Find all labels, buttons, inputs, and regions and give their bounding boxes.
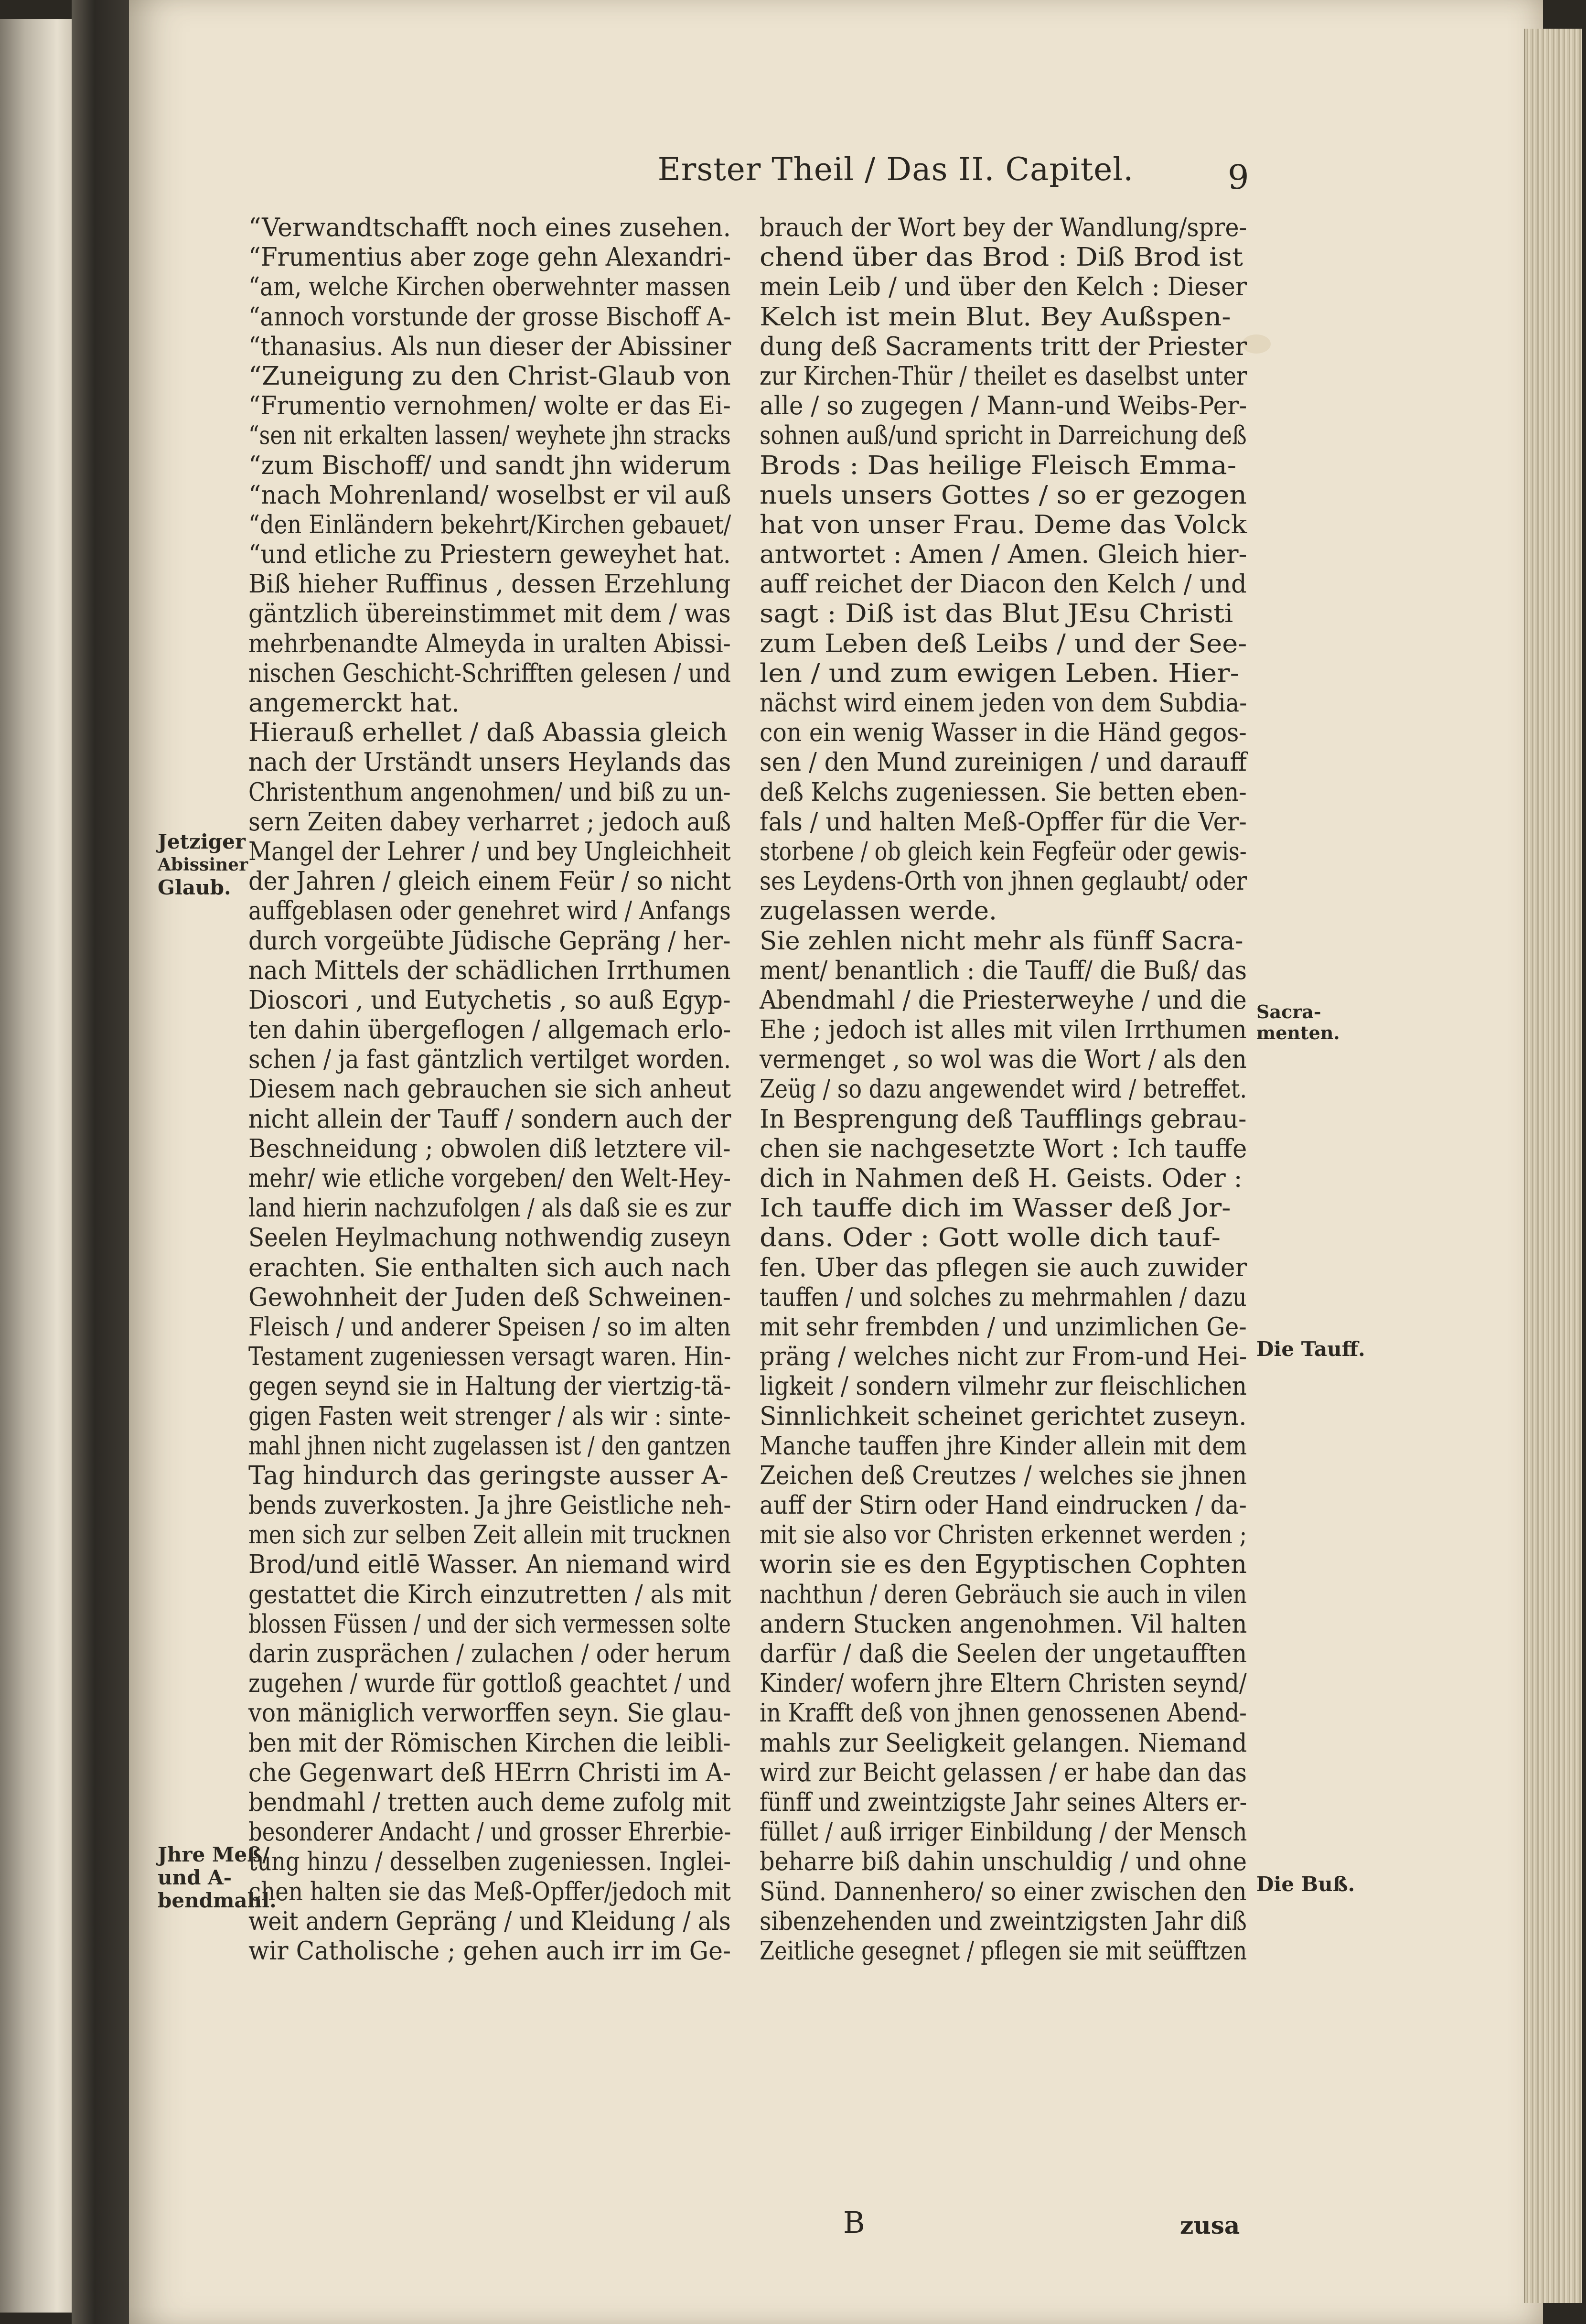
page-number: 9 [1228,158,1249,197]
marginal-line: Jhre Meß/ [158,1843,270,1866]
text-line: erachten. Sie enthalten sich auch nach [248,1253,731,1282]
text-line: tauffen / und solches zu mehrmahlen / dazu [760,1282,1247,1312]
text-line: nächst wird einem jeden von dem Subdia- [760,689,1247,718]
signature-mark: B [843,2205,865,2240]
text-line: schen / ja fast gäntzlich vertilget worden. [248,1045,731,1075]
text-line: dich in Nahmen deß H. Geists. Oder : [760,1164,1243,1193]
text-line: “Zuneigung zu den Christ-Glaub von [248,361,731,391]
text-line: mit sehr frembden / und unzimlichen Ge- [760,1312,1247,1342]
text-line: Kinder/ wofern jhre Eltern Christen seynd/ [760,1669,1247,1699]
text-line: sen / den Mund zureinigen / und darauff [760,748,1247,777]
text-line: beharre biß dahin unschuldig / und ohne [760,1847,1247,1877]
text-line: Brod/und eitlē Wasser. An niemand wird [248,1550,731,1580]
text-line: wir Catholische ; gehen auch irr im Ge- [248,1936,731,1966]
text-line: darin zusprächen / zulachen / oder herum [248,1639,731,1668]
text-line: Zeitliche gesegnet / pflegen sie mit seüfftzen [760,1936,1247,1966]
text-line: präng / welches nicht zur From-und Hei- [760,1342,1247,1372]
text-line: darfür / daß die Seelen der ungetaufften [760,1639,1247,1668]
text-line: ben mit der Römischen Kirchen die leibli- [248,1728,731,1758]
text-line: besonderer Andacht / und grosser Ehrerbie- [248,1818,731,1847]
text-line: gigen Fasten weit strenger / als wir : sinte- [248,1401,731,1431]
text-line: brauch der Wort bey der Wandlung/spre- [760,213,1247,242]
text-line: fünff und zweintzigste Jahr seines Alters er- [760,1787,1247,1817]
page-block-edge [1524,29,1582,2303]
text-line: nuels unsers Gottes / so er gezogen [760,480,1247,510]
text-line: “Frumentio vernohmen/ wolte er das Ei- [248,391,731,421]
text-line: nicht allein der Tauff / sondern auch der [248,1104,731,1134]
text-line: Christenthum angenohmen/ und biß zu un- [248,777,731,807]
marginal-line: Glaub. [158,876,231,899]
text-line: Sie zehlen nicht mehr als fünff Sacra- [760,926,1243,956]
text-line: Gewohnheit der Juden deß Schweinen- [248,1282,731,1312]
text-line: mahls zur Seeligkeit gelangen. Niemand [760,1728,1247,1758]
text-line: nischen Geschicht-Schrifften gelesen / und [248,658,731,688]
text-line: Seelen Heylmachung nothwendig zuseyn [248,1223,731,1253]
text-line: Kelch ist mein Blut. Bey Außspen- [760,302,1231,332]
text-line: mehrbenandte Almeyda in uralten Abissi- [248,629,731,658]
marginal-line: Jetziger [158,830,246,853]
text-line: mahl jhnen nicht zugelassen ist / den gantzen [248,1431,731,1461]
text-line: “den Einländern bekehrt/Kirchen gebauet/ [248,510,731,539]
text-line: dans. Oder : Gott wolle dich tauf- [760,1223,1221,1253]
text-line: gegen seynd sie in Haltung der viertzig-tä- [248,1372,731,1401]
text-line: Testament zugeniessen versagt waren. Hin- [248,1342,731,1372]
text-line: zur Kirchen-Thür / theilet es daselbst unter [760,361,1247,391]
text-line: sern Zeiten dabey verharret ; jedoch auß [248,807,731,837]
text-line: “sen nit erkalten lassen/ weyhete jhn stracks [248,421,731,451]
text-line: len / und zum ewigen Leben. Hier- [760,658,1239,688]
text-line: sibenzehenden und zweintzigsten Jahr diß [760,1906,1247,1936]
text-line: durch vorgeübte Jüdische Gepräng / her- [248,926,731,956]
text-line: ment/ benantlich : die Tauff/ die Buß/ das [760,956,1247,985]
text-line: che Gegenwart deß HErrn Christi im A- [248,1758,731,1787]
text-line: Ehe ; jedoch ist alles mit vilen Irrthumen [760,1015,1247,1045]
text-line: “zum Bischoff/ und sandt jhn widerum [248,451,731,480]
text-line: men sich zur selben Zeit allein mit trucknen [248,1520,731,1550]
text-line: chen halten sie das Meß-Opffer/jedoch mit [248,1877,731,1906]
text-line: andern Stucken angenohmen. Vil halten [760,1609,1247,1639]
text-line: mit sie also vor Christen erkennet werden ; [760,1520,1247,1550]
text-line: Zeüg / so dazu angewendet wird / betreffet. [760,1075,1247,1104]
text-line: Abendmahl / die Priesterweyhe / und die [760,985,1247,1015]
text-line: fals / und halten Meß-Opffer für die Ver- [760,807,1247,837]
text-line: “und etliche zu Priestern geweyhet hat. [248,540,731,570]
text-line: storbene / ob gleich kein Fegfeür oder gewis- [760,837,1247,866]
text-line: ses Leydens-Orth von jhnen geglaubt/ oder [760,867,1247,896]
text-line: chen sie nachgesetzte Wort : Ich tauffe [760,1134,1247,1163]
right-text-column [760,213,1252,1966]
text-line: nach der Urständt unsers Heylands das [248,748,731,777]
text-line: ten dahin übergeflogen / allgemach erlo- [248,1015,731,1045]
text-line: In Besprengung deß Taufflings gebrau- [760,1104,1247,1134]
text-line: Tag hindurch das geringste ausser A- [248,1461,729,1490]
text-line: der Jahren / gleich einem Feür / so nicht [248,867,731,896]
text-line: “nach Mohrenland/ woselbst er vil auß [248,480,731,510]
text-line: Biß hieher Ruffinus , dessen Erzehlung [248,570,731,599]
text-line: füllet / auß irriger Einbildung / der Mensch [760,1818,1247,1847]
text-line: Sünd. Dannenhero/ so einer zwischen den [760,1877,1247,1906]
text-line: Manche tauffen jhre Kinder allein mit dem [760,1431,1247,1461]
text-line: in Krafft deß von jhnen genossenen Abend- [760,1699,1247,1728]
text-line: zum Leben deß Leibs / und der See- [760,629,1247,658]
marginal-note-jetziger-glaub [158,830,248,899]
text-line: fen. Uber das pflegen sie auch zuwider [760,1253,1247,1282]
text-line: “thanasius. Als nun dieser der Abissiner [248,332,731,361]
text-line: blossen Füssen / und der sich vermessen solte [248,1609,731,1639]
text-line: Dioscori , und Eutychetis , so auß Egyp- [248,985,731,1015]
text-line: Fleisch / und anderer Speisen / so im alten [248,1312,731,1342]
marginal-line: Die Tauff. [1256,1337,1365,1361]
text-line: nachthun / deren Gebräuch sie auch in vilen [760,1580,1247,1609]
text-line: “Frumentius aber zoge gehn Alexandri- [248,243,731,272]
text-line: Beschneidung ; obwolen diß letztere vil- [248,1134,731,1163]
text-line: weit andern Gepräng / und Kleidung / als [248,1906,731,1936]
text-line: nach Mittels der schädlichen Irrthumen [248,956,731,985]
text-line: Sinnlichkeit scheinet gerichtet zuseyn. [760,1401,1247,1431]
running-header: Erster Theil / Das II. Capitel. [657,151,1134,188]
text-line: Brods : Das heilige Fleisch Emma- [760,451,1237,480]
text-line: zugelassen werde. [760,896,997,926]
marginal-note-messe-abendmahl [158,1843,277,1912]
text-line: Hierauß erhellet / daß Abassia gleich [248,718,728,748]
text-line: alle / so zugegen / Mann-und Weibs-Per- [760,391,1247,421]
text-line: wird zur Beicht gelassen / er habe dan das [760,1758,1247,1787]
text-line: dung deß Sacraments tritt der Priester [760,332,1247,361]
text-line: angemerckt hat. [248,689,460,718]
marginal-line: bendmahl. [158,1889,277,1912]
marginal-line: menten. [1256,1022,1340,1044]
text-line: sagt : Diß ist das Blut JEsu Christi [760,599,1233,629]
text-line: vermenget , so wol was die Wort / als den [760,1045,1247,1075]
text-line: ligkeit / sondern vilmehr zur fleischlichen [760,1372,1247,1401]
marginal-line: und A- [158,1866,232,1889]
text-line: von mäniglich verworffen seyn. Sie glau- [248,1699,731,1728]
text-line: gäntzlich übereinstimmet mit dem / was [248,599,731,629]
text-line: tung hinzu / desselben zugeniessen. Inglei- [248,1847,731,1877]
text-line: con ein wenig Wasser in die Händ gegos- [760,718,1247,748]
text-line: Diesem nach gebrauchen sie sich anheut [248,1075,731,1104]
marginal-line: Sacra- [1256,1001,1321,1022]
marginal-line: Abissiner [158,855,248,875]
text-line: auffgeblasen oder genehret wird / Anfangs [248,896,731,926]
text-line: “am, welche Kirchen oberwehnter massen [248,272,731,302]
text-line: chend über das Brod : Diß Brod ist [760,243,1243,272]
text-line: mehr/ wie etliche vorgeben/ den Welt-Hey- [248,1164,731,1193]
text-line: bendmahl / tretten auch deme zufolg mit [248,1787,731,1817]
text-line: deß Kelchs zugeniessen. Sie betten eben- [760,777,1247,807]
catchword: zusa [1180,2211,1240,2239]
marginal-note-tauff [1256,1338,1365,1361]
text-line: Ich tauffe dich im Wasser deß Jor- [760,1194,1231,1223]
text-line: hat von unser Frau. Deme das Volck [760,510,1247,539]
text-line: Mangel der Lehrer / und bey Ungleichheit [248,837,731,866]
text-line: “Verwandtschafft noch eines zusehen. [248,213,731,242]
previous-page-edge [0,19,72,2313]
text-line: “annoch vorstunde der grosse Bischoff A- [248,302,731,332]
text-line: auff reichet der Diacon den Kelch / und [760,570,1247,599]
marginal-note-buss [1256,1873,1355,1896]
text-line: Zeichen deß Creutzes / welches sie jhnen [760,1461,1247,1490]
text-line: sohnen auß/und spricht in Darreichung deß [760,421,1247,451]
book-gutter [72,0,129,2324]
text-line: bends zuverkosten. Ja jhre Geistliche neh- [248,1491,731,1520]
text-line: auff der Stirn oder Hand eindrucken / da- [760,1491,1247,1520]
marginal-note-sacramenten [1256,1001,1340,1044]
left-text-column [248,213,736,1966]
text-line: antwortet : Amen / Amen. Gleich hier- [760,540,1247,570]
text-line: zugehen / wurde für gottloß geachtet / und [248,1669,731,1699]
text-line: worin sie es den Egyptischen Cophten [760,1550,1247,1580]
marginal-line: Die Buß. [1256,1872,1355,1896]
text-line: mein Leib / und über den Kelch : Dieser [760,272,1247,302]
text-line: land hierin nachzufolgen / als daß sie es zur [248,1194,731,1223]
text-line: gestattet die Kirch einzutretten / als mit [248,1580,731,1609]
